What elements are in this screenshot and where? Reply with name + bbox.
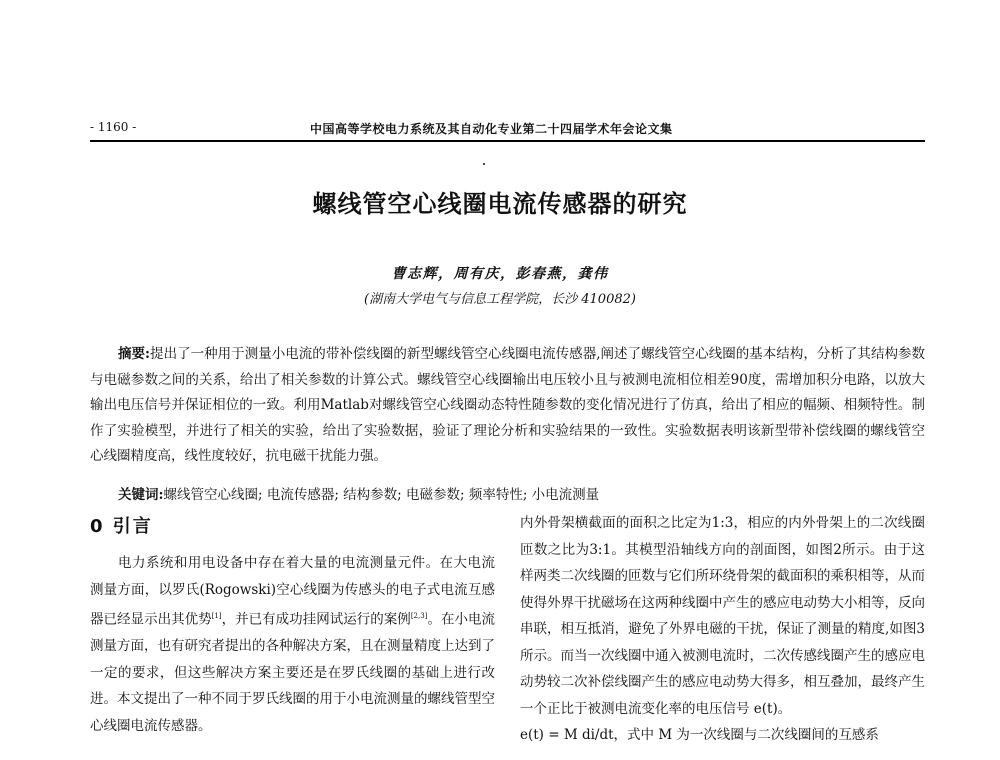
keywords-label: 关键词: [118,487,164,503]
keywords-text: 螺线管空心线圈; 电流传感器; 结构参数; 电磁参数; 频率特性; 小电流测量 [163,487,600,503]
right-column-paragraph: 内外骨架横截面的面积之比定为1:3，相应的内外骨架上的二次线圈匝数之比为3:1。其模型沿轴线方向的剖面图，如图2所示。由于这样两类二次线圈的匝数与它们所环绕骨架的截面积的乘积相等，从而使得外界干扰磁场在这两种线圈中产生的感应电动势大小相等，反向串联，相互抵消，避免了外界电磁的干扰，保证了测量的精度,如图3所示。而当一次线圈中通入被测电流时，二次传感线圈产生的感应电动势较二次补偿线圈产生的感应电动势大得多，相互叠加，最终产生一个正比于被测电流变化率的电压信号 e(t)。 [520,515,925,717]
intro-text-part1: 电力系统和用电设备中存在着大量的电流测量元件。在大电流测量方面，以罗氏(Rogowski)空心线圈为传感头的电子式电流互感器已经显示出其优势 [90,555,495,628]
page-header [90,118,925,142]
affiliation: (湖南大学电气与信息工程学院，长沙 410082) [364,292,636,307]
abstract-text: 提出了一种用于测量小电流的带补偿线圈的新型螺线管空心线圈电流传感器,阐述了螺线管空心线圈的基本结构，分析了其结构参数与电磁参数之间的关系，给出了相关参数的计算公式。螺线管空心线圈输出电压较小且与被测电流相位相差90度，需增加积分电路，以放大输出电压信号并保证相位的一致。利用Matlab对螺线管空心线圈动态特性随参数的变化情况进行了仿真，给出了相应的幅频、相频特性。制作了实验模型，并进行了相关的实验，给出了实验数据，验证了理论分析和实验结果的一致性。实验数据表明该新型带补偿线圈的螺线管空心线圈精度高，线性度较好，抗电磁干扰能力强。 [90,346,925,464]
header-rule [90,140,925,142]
intro-text-part3: 。在小电流测量方面，也有研究者提出的各种解决方案，且在测量精度上达到了一定的要求，但这些解决方案主要还是在罗氏线圈的基础上进行改进。本文提出了一种不同于罗氏线圈的用于小电流测量的螺线管型空心线圈电流传感器。 [90,611,496,734]
right-column [520,510,925,749]
left-column [90,512,495,739]
scan-speck [483,163,485,165]
right-column-formula-line: e(t) = M di/dt，式中 M 为一次线圈与二次线圈间的互感系 [520,727,879,743]
page-number: - 1160 - [90,120,137,134]
section-heading-introduction: 0 引言 [90,516,153,537]
keywords [118,483,918,503]
paper-title: 螺线管空心线圈电流传感器的研究 [312,189,688,218]
abstract [90,342,925,470]
intro-text-part2: ，并已有成功挂网试运行的案例 [221,611,411,628]
author-list: 曹志辉，周有庆，彭春燕，龚伟 [391,266,609,282]
abstract-label: 摘要: [118,346,151,362]
introduction-paragraph [90,550,495,739]
running-title: 中国高等学校电力系统及其自动化专业第二十四届学术年会论文集 [310,122,673,136]
citation-2-3: [2,3] [410,612,428,620]
citation-1: [1] [211,612,222,620]
